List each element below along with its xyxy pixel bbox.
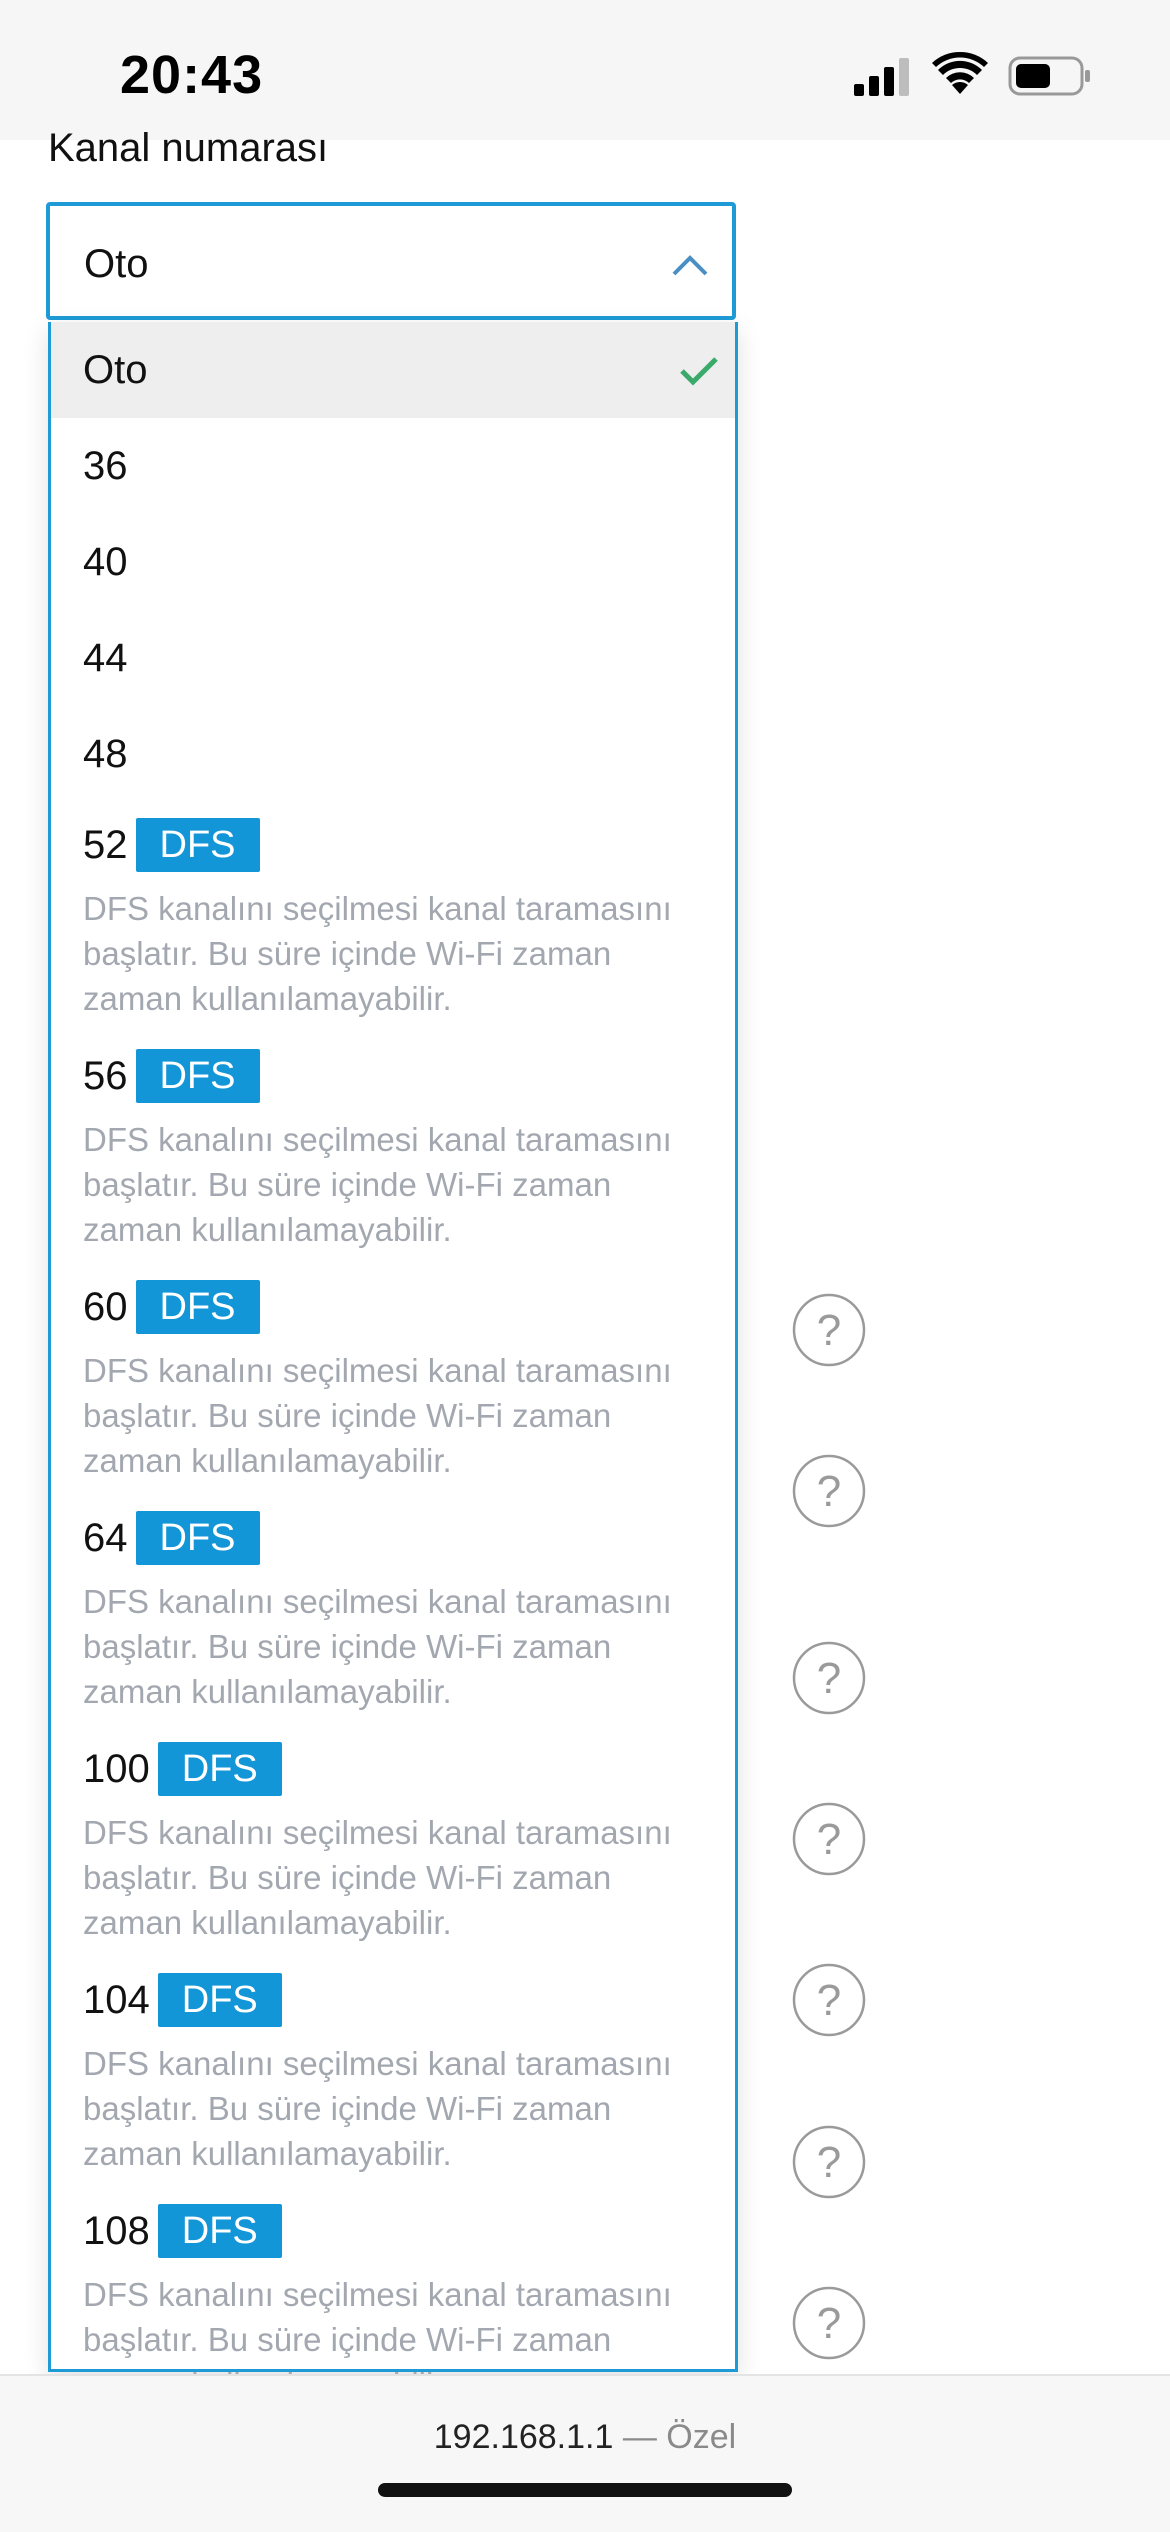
option-head xyxy=(83,1047,260,1105)
help-icon[interactable] xyxy=(792,1963,866,2037)
help-icon[interactable] xyxy=(792,1802,866,1876)
status-time: 20:43 xyxy=(120,45,264,105)
svg-text:?: ? xyxy=(816,1467,842,1516)
url-host: 192.168.1.1 xyxy=(433,2418,614,2456)
wifi-icon xyxy=(932,56,988,96)
help-icon[interactable] xyxy=(792,2286,866,2360)
option-36[interactable] xyxy=(51,418,735,514)
option-56[interactable] xyxy=(51,1033,735,1264)
option-head xyxy=(83,1971,282,2029)
option-52[interactable] xyxy=(51,802,735,1033)
svg-text:?: ? xyxy=(816,1976,842,2025)
option-head xyxy=(83,2202,282,2260)
option-head xyxy=(83,1509,260,1567)
dfs-badge: DFS xyxy=(158,1742,282,1796)
option-104[interactable] xyxy=(51,1957,735,2188)
svg-text:?: ? xyxy=(816,1306,842,1355)
option-description: DFS kanalını seçilmesi kanal taramasını başlatır. Bu süre içinde Wi-Fi zaman zaman kullanılamayabilir. xyxy=(83,1121,672,1248)
option-40[interactable] xyxy=(51,514,735,610)
field-label-wrapper xyxy=(0,126,1170,180)
select-value: Oto xyxy=(84,242,149,286)
option-head xyxy=(83,1278,260,1336)
option-description: DFS kanalını seçilmesi kanal taramasını başlatır. Bu süre içinde Wi-Fi zaman xyxy=(83,2276,672,2358)
option-label: 44 xyxy=(83,636,128,680)
option-label: 56 xyxy=(83,1053,128,1098)
option-label: 104 xyxy=(83,1977,150,2022)
option-44[interactable] xyxy=(51,610,735,706)
url-separator: — xyxy=(622,2418,657,2456)
option-48[interactable] xyxy=(51,706,735,802)
option-label: 64 xyxy=(83,1515,128,1560)
channel-dropdown-list[interactable] xyxy=(48,322,738,2372)
option-60[interactable] xyxy=(51,1264,735,1495)
option-oto[interactable] xyxy=(51,322,735,418)
home-indicator[interactable] xyxy=(378,2483,792,2497)
help-icon[interactable] xyxy=(792,1454,866,1528)
option-head xyxy=(83,1740,282,1798)
svg-text:?: ? xyxy=(816,2299,842,2348)
dfs-badge: DFS xyxy=(136,1511,260,1565)
private-mode-label: Özel xyxy=(666,2418,737,2456)
option-label: 60 xyxy=(83,1284,128,1329)
option-label: Oto xyxy=(83,348,148,392)
option-description: DFS kanalını seçilmesi kanal taramasını başlatır. Bu süre içinde Wi-Fi zaman zaman kullanılamayabilir. xyxy=(83,2045,672,2172)
status-bar xyxy=(0,0,1170,140)
cellular-signal-icon xyxy=(854,58,914,96)
field-label: Kanal numarası xyxy=(48,126,329,170)
dfs-badge: DFS xyxy=(136,818,260,872)
option-description: DFS kanalını seçilmesi kanal taramasını başlatır. Bu süre içinde Wi-Fi zaman zaman kullanılamayabilir. xyxy=(83,1814,672,1941)
option-label: 48 xyxy=(83,732,128,776)
chevron-up-icon xyxy=(670,250,710,280)
dfs-badge: DFS xyxy=(136,1280,260,1334)
dfs-badge: DFS xyxy=(136,1049,260,1103)
option-label: 52 xyxy=(83,822,128,867)
option-label: 40 xyxy=(83,540,128,584)
option-100[interactable] xyxy=(51,1726,735,1957)
help-icon[interactable] xyxy=(792,1293,866,1367)
svg-text:?: ? xyxy=(816,2138,842,2187)
dfs-badge: DFS xyxy=(158,1973,282,2027)
address-bar[interactable] xyxy=(0,2418,1170,2457)
option-label: 100 xyxy=(83,1746,150,1791)
svg-text:?: ? xyxy=(816,1654,842,1703)
option-description: DFS kanalını seçilmesi kanal taramasını başlatır. Bu süre içinde Wi-Fi zaman zaman kullanılamayabilir. xyxy=(83,1352,672,1479)
battery-icon xyxy=(1008,56,1092,96)
browser-bottom-bar xyxy=(0,2374,1170,2532)
channel-select[interactable] xyxy=(46,202,736,320)
option-head xyxy=(83,816,260,874)
option-label: 108 xyxy=(83,2208,150,2253)
option-label: 36 xyxy=(83,444,128,488)
checkmark-icon xyxy=(679,356,719,386)
option-description: DFS kanalını seçilmesi kanal taramasını başlatır. Bu süre içinde Wi-Fi zaman zaman kullanılamayabilir. xyxy=(83,890,672,1017)
dfs-badge: DFS xyxy=(158,2204,282,2258)
help-icon[interactable] xyxy=(792,1641,866,1715)
help-icon[interactable] xyxy=(792,2125,866,2199)
option-description: DFS kanalını seçilmesi kanal taramasını başlatır. Bu süre içinde Wi-Fi zaman zaman kullanılamayabilir. xyxy=(83,1583,672,1710)
svg-text:?: ? xyxy=(816,1815,842,1864)
option-64[interactable] xyxy=(51,1495,735,1726)
